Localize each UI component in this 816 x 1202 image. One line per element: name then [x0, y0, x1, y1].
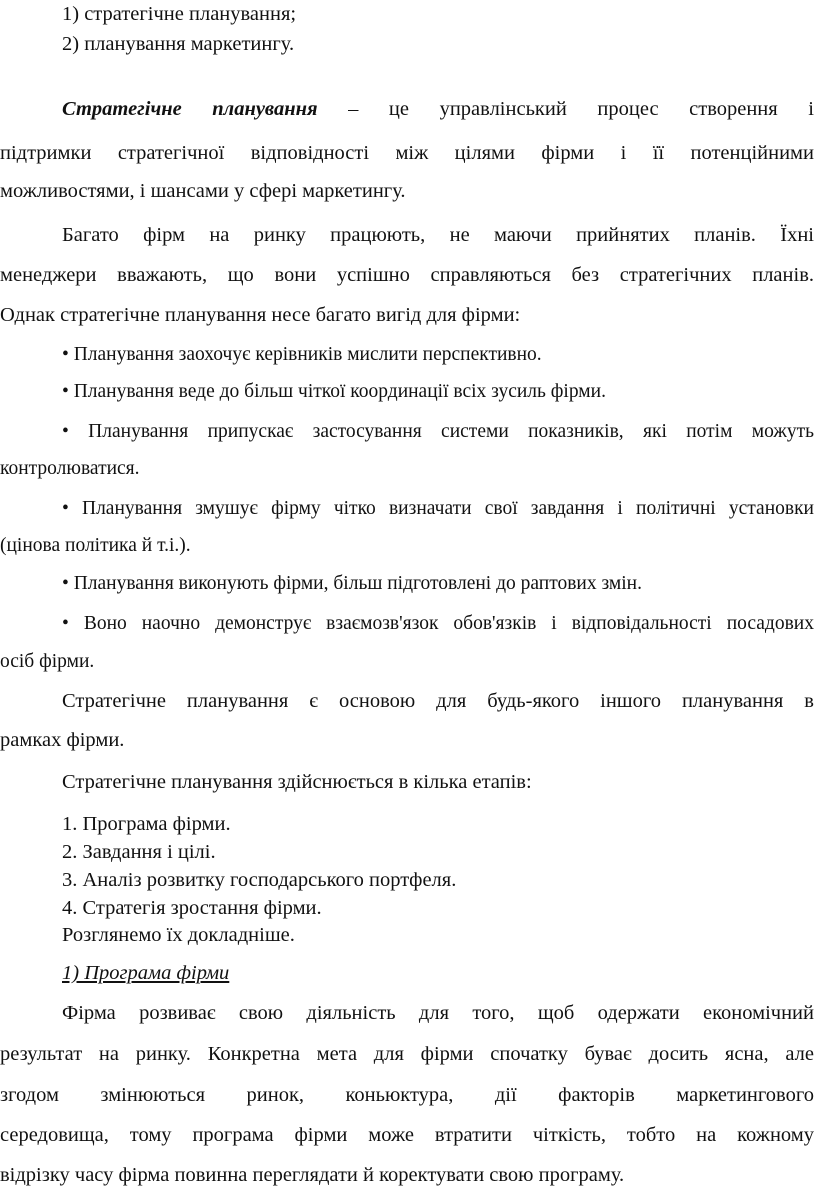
- definition-line-1: [62, 96, 814, 122]
- paragraph-line: Однак стратегічне планування несе багато вигід для фірми:: [0, 304, 521, 326]
- paragraph-line: Стратегічне планування є основою для будь-якого іншого планування в: [62, 690, 814, 712]
- definition-line-3: можливостями, і шансами у сфері маркетингу.: [0, 180, 406, 202]
- bullet-item: • Планування змушує фірму чітко визначати свої завдання і політичні установки: [62, 498, 814, 519]
- stage-item: 2. Завдання і цілі.: [62, 841, 216, 863]
- stage-item: 1. Програма фірми.: [62, 813, 231, 835]
- paragraph-line: середовища, тому програма фірми може втратити чіткість, тобто на кожному: [0, 1124, 814, 1146]
- section-heading: [62, 960, 802, 986]
- stage-item: 4. Стратегія зростання фірми.: [62, 897, 322, 919]
- definition-text: – це управлінський процес створення і: [317, 98, 814, 120]
- paragraph-line: рамках фірми.: [0, 729, 125, 751]
- paragraph-line: результат на ринку. Конкретна мета для фірми спочатку буває досить ясна, але: [0, 1043, 814, 1065]
- bullet-item-continuation: контролюватися.: [0, 458, 140, 479]
- stage-item: 3. Аналіз розвитку господарського портфеля.: [62, 869, 457, 891]
- bullet-item-continuation: (цінова політика й т.і.).: [0, 535, 191, 556]
- paragraph-line: Стратегічне планування здійснюється в кілька етапів:: [62, 771, 532, 793]
- intro-list-item: 2) планування маркетингу.: [62, 33, 295, 55]
- definition-term: Стратегічне планування: [62, 98, 318, 120]
- bullet-item: • Планування веде до більш чіткої координації всіх зусиль фірми.: [62, 381, 606, 402]
- bullet-item-continuation: осіб фірми.: [0, 651, 95, 672]
- section-heading-text: 1) Програма фірми: [62, 962, 230, 984]
- intro-list-item: 1) стратегічне планування;: [62, 3, 297, 25]
- paragraph-line: менеджери вважають, що вони успішно справляються без стратегічних планів.: [0, 264, 814, 286]
- bullet-item: • Планування припускає застосування системи показників, які потім можуть: [62, 421, 814, 442]
- paragraph-line: згодом змінюються ринок, коньюктура, дії факторів маркетингового: [0, 1084, 814, 1106]
- bullet-item: • Планування заохочує керівників мислити перспективно.: [62, 344, 542, 365]
- review-line: Розглянемо їх докладніше.: [62, 924, 295, 946]
- definition-line-2: підтримки стратегічної відповідності між цілями фірми і її потенційними: [0, 142, 814, 164]
- bullet-item: • Воно наочно демонструє взаємозв'язок обов'язків і відповідальності посадових: [62, 613, 814, 634]
- bullet-item: • Планування виконують фірми, більш підготовлені до раптових змін.: [62, 573, 642, 594]
- paragraph-line: відрізку часу фірма повинна переглядати й коректувати свою програму.: [0, 1164, 625, 1186]
- paragraph-line: Багато фірм на ринку працюють, не маючи прийнятих планів. Їхні: [62, 224, 814, 246]
- paragraph-line: Фірма розвиває свою діяльність для того, щоб одержати економічний: [62, 1002, 814, 1024]
